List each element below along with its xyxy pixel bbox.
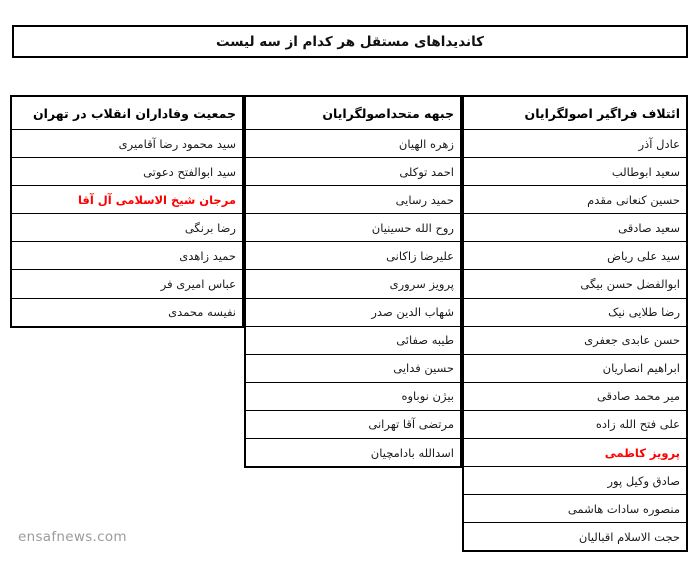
table-row: پرویز کاظمی	[464, 438, 686, 466]
table-row: طیبه صفائی	[246, 326, 460, 354]
table-row: رضا برنگی	[12, 213, 242, 241]
table-row: صادق وکیل پور	[464, 466, 686, 494]
table-row: حسن عابدی جعفری	[464, 326, 686, 354]
page-title: کاندیداهای مستقل هر کدام از سه لیست	[12, 25, 688, 58]
watermark-site-url: ensafnews.com	[18, 529, 127, 545]
table-row: ابراهیم انصاریان	[464, 354, 686, 382]
table-row: عادل آذر	[464, 129, 686, 157]
table-row: سید علی ریاض	[464, 241, 686, 269]
table-row: نفیسه محمدی	[12, 298, 242, 326]
table-row: منصوره سادات هاشمی	[464, 494, 686, 522]
table-row: ابوالفضل حسن بیگی	[464, 269, 686, 297]
table-row: حمید زاهدی	[12, 241, 242, 269]
table-row: علی فتح الله زاده	[464, 410, 686, 438]
table-row: بیژن نوباوه	[246, 382, 460, 410]
table-row: پرویز سروری	[246, 269, 460, 297]
table-header-jamiat: جمعیت وفاداران انقلاب در تهران	[33, 105, 236, 121]
table-row: شهاب الدین صدر	[246, 298, 460, 326]
table-header-jebhe: جبهه متحداصولگرایان	[322, 105, 454, 121]
table-row: علیرضا زاکانی	[246, 241, 460, 269]
table-row: مرتضی آقا تهرانی	[246, 410, 460, 438]
table-row: روح الله حسینیان	[246, 213, 460, 241]
table-row: سعید صادقی	[464, 213, 686, 241]
candidate-list-table-jebhe	[244, 95, 462, 468]
table-row: میر محمد صادقی	[464, 382, 686, 410]
table-row: مرجان شیخ الاسلامی آل آقا	[12, 185, 242, 213]
table-row: زهره الهیان	[246, 129, 460, 157]
table-row: احمد توکلی	[246, 157, 460, 185]
table-row: سعید ابوطالب	[464, 157, 686, 185]
table-row: سید محمود رضا آقامیری	[12, 129, 242, 157]
candidate-list-table-etelaf	[462, 95, 688, 552]
table-row: عباس امیری فر	[12, 269, 242, 297]
table-row: سید ابوالفتح دعوتی	[12, 157, 242, 185]
table-row: اسدالله بادامچیان	[246, 438, 460, 466]
table-row: حسین کنعانی مقدم	[464, 185, 686, 213]
table-row: رضا طلایی نیک	[464, 298, 686, 326]
table-header-etelaf: ائتلاف فراگیر اصولگرایان	[524, 105, 680, 121]
table-row: حجت الاسلام اقبالیان	[464, 522, 686, 550]
candidate-list-table-jamiat	[10, 95, 244, 328]
table-row: حسین فدایی	[246, 354, 460, 382]
table-row: حمید رسایی	[246, 185, 460, 213]
